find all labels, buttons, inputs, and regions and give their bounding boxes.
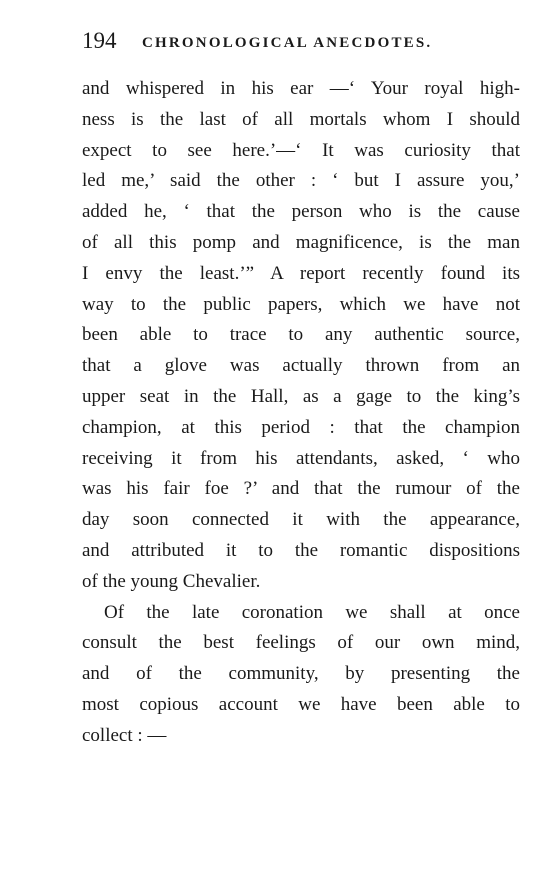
text-line: been able to trace to any authentic source, [82,324,520,346]
text-line: expect to see here.’—‘ It was curiosity that [82,139,520,161]
text-line: I envy the least.’” A report recently found its [82,262,520,284]
text-line: consult the best feelings of our own mind, [82,632,520,654]
text-line: and of the community, by presenting the [82,663,520,685]
text-line: that a glove was actually thrown from an [82,355,520,377]
text-line: and attributed it to the romantic dispositions [82,539,520,561]
text-line: day soon connected it with the appearance, [82,509,520,531]
text-line: led me,’ said the other : ‘ but I assure you,’ [82,170,520,192]
page-number: 194 [82,28,117,53]
text-line: was his fair foe ?’ and that the rumour of the [82,478,520,500]
text-line: of the young Chevalier. [82,570,261,592]
text-line: Of the late coronation we shall at once [104,601,520,623]
body-text [82,74,520,752]
text-line: collect : — [82,724,167,746]
text-line: way to the public papers, which we have not [82,293,520,315]
text-line: of all this pomp and magnificence, is the man [82,231,520,253]
paragraph-1 [82,74,520,598]
text-line: and whispered in his ear —‘ Your royal high- [82,78,520,99]
paragraph-2 [82,598,520,752]
text-line: champion, at this period : that the champion [82,416,520,438]
text-line: ness is the last of all mortals whom I should [82,108,520,130]
text-line: added he, ‘ that the person who is the cause [82,201,520,223]
text-line: receiving it from his attendants, asked, ‘ who [82,447,520,469]
page-header [82,24,527,58]
text-line: most copious account we have been able to [82,693,520,715]
text-line: upper seat in the Hall, as a gage to the king’s [82,385,520,407]
running-head: CHRONOLOGICAL ANECDOTES. [142,35,433,51]
